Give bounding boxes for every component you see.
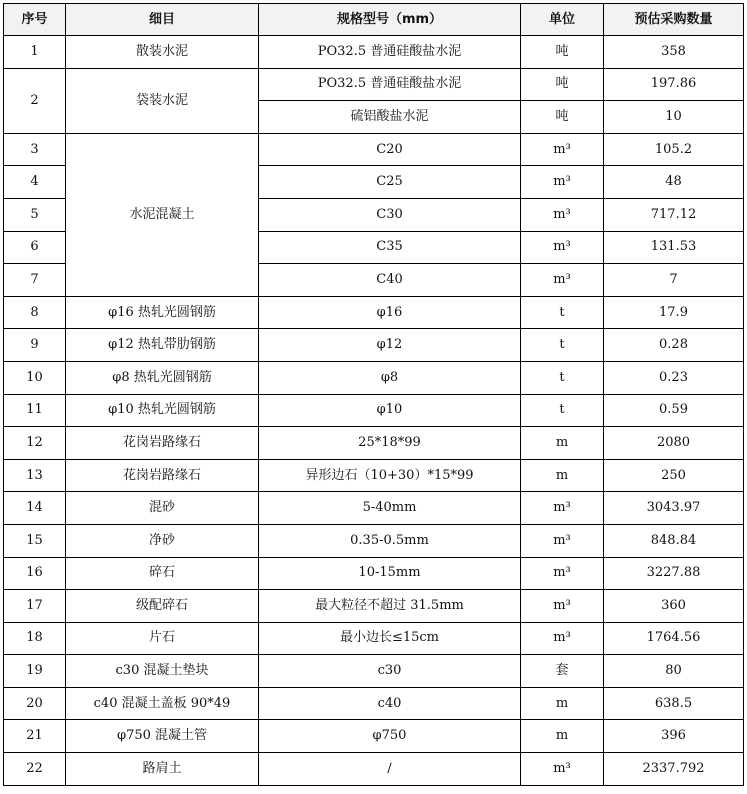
cell-spec: 最小边长≤15cm [259, 622, 521, 655]
header-item: 细目 [66, 4, 259, 36]
cell-item: 花岗岩路缘石 [66, 427, 259, 460]
cell-spec: PO32.5 普通硅酸盐水泥 [259, 68, 521, 101]
cell-spec: C35 [259, 231, 521, 264]
cell-qty: 250 [604, 459, 744, 492]
cell-unit: m³ [521, 557, 604, 590]
table-row [4, 655, 744, 688]
cell-item: φ16 热轧光圆钢筋 [66, 296, 259, 329]
cell-unit: m³ [521, 524, 604, 557]
cell-unit: 套 [521, 655, 604, 688]
cell-seq: 7 [4, 264, 66, 297]
cell-unit: t [521, 296, 604, 329]
cell-spec: 硫铝酸盐水泥 [259, 101, 521, 134]
cell-item: 散装水泥 [66, 36, 259, 69]
cell-qty: 848.84 [604, 524, 744, 557]
cell-qty: 3043.97 [604, 492, 744, 525]
table-row [4, 296, 744, 329]
cell-unit: 吨 [521, 68, 604, 101]
cell-unit: 吨 [521, 36, 604, 69]
table-row [4, 427, 744, 460]
table-row [4, 524, 744, 557]
cell-item: c40 混凝土盖板 90*49 [66, 687, 259, 720]
cell-qty: 0.59 [604, 394, 744, 427]
cell-unit: m³ [521, 590, 604, 623]
table-row [4, 720, 744, 753]
cell-qty: 1764.56 [604, 622, 744, 655]
cell-seq: 6 [4, 231, 66, 264]
cell-item: 净砂 [66, 524, 259, 557]
cell-seq: 5 [4, 198, 66, 231]
cell-qty: 17.9 [604, 296, 744, 329]
cell-qty: 717.12 [604, 198, 744, 231]
cell-item: φ8 热轧光圆钢筋 [66, 361, 259, 394]
cell-spec: 25*18*99 [259, 427, 521, 460]
cell-seq: 18 [4, 622, 66, 655]
cell-spec: C40 [259, 264, 521, 297]
cell-unit: t [521, 329, 604, 362]
table-row [4, 557, 744, 590]
cell-spec: φ8 [259, 361, 521, 394]
cell-seq: 22 [4, 753, 66, 786]
cell-qty: 131.53 [604, 231, 744, 264]
cell-unit: m³ [521, 753, 604, 786]
cell-qty: 396 [604, 720, 744, 753]
cell-spec: 异形边石（10+30）*15*99 [259, 459, 521, 492]
cell-qty: 3227.88 [604, 557, 744, 590]
table-row [4, 459, 744, 492]
header-qty: 预估采购数量 [604, 4, 744, 36]
cell-item: φ12 热轧带肋钢筋 [66, 329, 259, 362]
cell-spec: PO32.5 普通硅酸盐水泥 [259, 36, 521, 69]
cell-seq: 3 [4, 133, 66, 166]
cell-qty: 48 [604, 166, 744, 199]
cell-unit: 吨 [521, 101, 604, 134]
cell-item: 路肩土 [66, 753, 259, 786]
cell-seq: 16 [4, 557, 66, 590]
cell-item: 水泥混凝土 [66, 133, 259, 296]
cell-qty: 360 [604, 590, 744, 623]
cell-unit: m³ [521, 231, 604, 264]
cell-spec: 最大粒径不超过 31.5mm [259, 590, 521, 623]
cell-unit: t [521, 361, 604, 394]
header-seq: 序号 [4, 4, 66, 36]
cell-seq: 9 [4, 329, 66, 362]
cell-unit: m³ [521, 198, 604, 231]
cell-seq: 14 [4, 492, 66, 525]
cell-item: 花岗岩路缘石 [66, 459, 259, 492]
cell-seq: 12 [4, 427, 66, 460]
cell-seq: 11 [4, 394, 66, 427]
header-unit: 单位 [521, 4, 604, 36]
cell-qty: 0.28 [604, 329, 744, 362]
table-row [4, 394, 744, 427]
cell-unit: m [521, 720, 604, 753]
cell-spec: C30 [259, 198, 521, 231]
cell-unit: m [521, 687, 604, 720]
cell-unit: m³ [521, 133, 604, 166]
table-row [4, 36, 744, 69]
cell-item: c30 混凝土垫块 [66, 655, 259, 688]
cell-unit: m³ [521, 622, 604, 655]
table-row [4, 329, 744, 362]
cell-seq: 13 [4, 459, 66, 492]
cell-unit: m³ [521, 492, 604, 525]
cell-spec: φ16 [259, 296, 521, 329]
cell-qty: 7 [604, 264, 744, 297]
table-row [4, 361, 744, 394]
cell-seq: 2 [4, 68, 66, 133]
cell-spec: φ12 [259, 329, 521, 362]
cell-seq: 8 [4, 296, 66, 329]
table-row [4, 590, 744, 623]
cell-seq: 17 [4, 590, 66, 623]
cell-qty: 105.2 [604, 133, 744, 166]
table-row [4, 753, 744, 786]
cell-seq: 15 [4, 524, 66, 557]
table-row [4, 492, 744, 525]
table-header-row [4, 4, 744, 36]
cell-item: 级配碎石 [66, 590, 259, 623]
cell-item: φ10 热轧光圆钢筋 [66, 394, 259, 427]
cell-qty: 0.23 [604, 361, 744, 394]
cell-qty: 358 [604, 36, 744, 69]
table-row [4, 133, 744, 166]
cell-spec: C20 [259, 133, 521, 166]
cell-item: 袋装水泥 [66, 68, 259, 133]
cell-seq: 10 [4, 361, 66, 394]
cell-item: φ750 混凝土管 [66, 720, 259, 753]
cell-seq: 19 [4, 655, 66, 688]
cell-qty: 2337.792 [604, 753, 744, 786]
cell-qty: 10 [604, 101, 744, 134]
cell-spec: φ10 [259, 394, 521, 427]
cell-qty: 2080 [604, 427, 744, 460]
cell-unit: m³ [521, 264, 604, 297]
cell-spec: 5-40mm [259, 492, 521, 525]
cell-spec: c30 [259, 655, 521, 688]
cell-spec: c40 [259, 687, 521, 720]
cell-item: 碎石 [66, 557, 259, 590]
cell-unit: t [521, 394, 604, 427]
cell-qty: 197.86 [604, 68, 744, 101]
cell-spec: 10-15mm [259, 557, 521, 590]
table-row [4, 687, 744, 720]
cell-seq: 4 [4, 166, 66, 199]
cell-seq: 1 [4, 36, 66, 69]
table-row [4, 622, 744, 655]
cell-spec: 0.35-0.5mm [259, 524, 521, 557]
cell-item: 片石 [66, 622, 259, 655]
cell-qty: 638.5 [604, 687, 744, 720]
cell-spec: / [259, 753, 521, 786]
cell-seq: 21 [4, 720, 66, 753]
cell-qty: 80 [604, 655, 744, 688]
table-row [4, 68, 744, 101]
cell-seq: 20 [4, 687, 66, 720]
cell-item: 混砂 [66, 492, 259, 525]
cell-spec: C25 [259, 166, 521, 199]
cell-unit: m³ [521, 166, 604, 199]
header-spec: 规格型号（mm） [259, 4, 521, 36]
cell-unit: m [521, 427, 604, 460]
cell-unit: m [521, 459, 604, 492]
procurement-table [3, 3, 744, 786]
cell-spec: φ750 [259, 720, 521, 753]
